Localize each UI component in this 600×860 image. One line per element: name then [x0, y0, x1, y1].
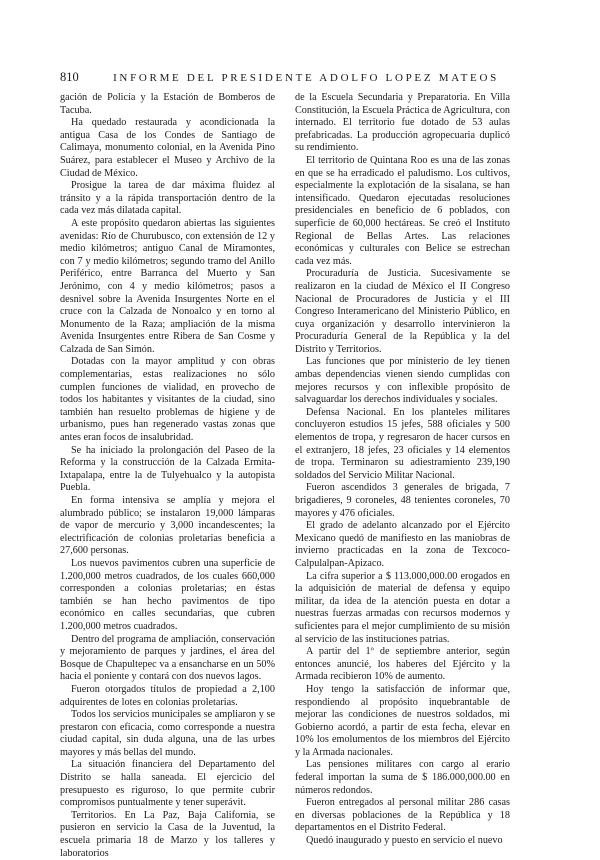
paragraph: gación de Policía y la Estación de Bomberos de Tacuba. [60, 92, 275, 116]
paragraph: Procuraduría de Justicia. Sucesivamente se realizaron en la ciudad de México el II Congreso Nacional de Procuradores de Justicia y el III Congreso Interamericano del Ministerio Público, en cuya organización y desarrollo intervinieron la Procuraduría General de la República y la del Distrito y Territorios. [295, 268, 510, 355]
paragraph: A partir del 1º de septiembre anterior, según entonces anuncié, los haberes del Ejército y la Armada recibieron 10% de aumento. [295, 646, 510, 683]
paragraph: La cifra superior a $ 113.000,000.00 erogados en la adquisición de material de defensa y equipo militar, da idea de la atención puesta en dotar a nuestras fuerzas armadas con recursos modernos y suficientes para el mejor cumplimiento de su misión al servicio de las instituciones patrias. [295, 570, 510, 645]
paragraph: Fueron otorgados títulos de propiedad a 2,100 adquirentes de lotes en colonias proletarias. [60, 683, 275, 708]
paragraph: de la Escuela Secundaria y Preparatoria. En Villa Constitución, la Escuela Práctica de Agricultura, con internado. El territorio fue dotado de 53 aulas prefabricadas. La producción agropecuaria duplicó su rendimiento. [295, 92, 511, 154]
paragraph: El grado de adelanto alcanzado por el Ejército Mexicano quedó de manifiesto en las maniobras de invierno practicadas en la zona de Texcoco-Calpulalpan-Apizaco. [295, 520, 510, 569]
text-columns [60, 92, 510, 860]
page-number: 810 [60, 70, 79, 84]
paragraph: Ha quedado restaurada y acondicionada la antigua Casa de los Condes de Santiago de Calimaya, monumento colonial, en la Avenida Pino Suárez, para establecer el Museo y Archivo de la Ciudad de México. [60, 117, 275, 179]
paragraph: En forma intensiva se amplía y mejora el alumbrado público; se instalaron 19,000 lámparas de vapor de mercurio y 3,000 incandescentes; la electrificación de colonias proletarias beneficia a 27,600 personas. [60, 495, 275, 557]
page-header [60, 70, 510, 90]
paragraph: Fueron ascendidos 3 generales de brigada, 7 brigadieres, 9 coroneles, 48 tenientes coroneles, 70 mayores y 476 oficiales. [295, 482, 510, 519]
paragraph: Territorios. En La Paz, Baja California, se pusieron en servicio la Casa de la Juventud, la escuela primaria 18 de Marzo y los talleres y laboratorios [60, 809, 275, 859]
left-column [60, 92, 275, 860]
paragraph: Se ha iniciado la prolongación del Paseo de la Reforma y la construcción de la Calzada Ermita-Ixtapalapa, entre la de Tulyehualco y la autopista Puebla. [60, 444, 275, 494]
paragraph: Fueron entregados al personal militar 286 casas en diversas poblaciones de la República y 18 departamentos en el Distrito Federal. [295, 797, 510, 834]
paragraph: Las funciones que por ministerio de ley tienen ambas dependencias vienen siendo cumplidas con mejores recursos y con inflexible propósito de salvaguardar los derechos individuales y sociales. [295, 356, 510, 406]
paragraph: Prosigue la tarea de dar máxima fluidez al tránsito y a la rápida transportación dentro de la cada vez más dilatada capital. [60, 180, 275, 217]
paragraph: Quedó inaugurado y puesto en servicio el nuevo [306, 835, 503, 847]
running-head: INFORME DEL PRESIDENTE ADOLFO LOPEZ MATEOS [113, 72, 499, 84]
paragraph: Hoy tengo la satisfacción de informar que, respondiendo al propósito inquebrantable de mejorar las condiciones de nuestros soldados, mi Gobierno acordó, a partir de esta fecha, elevar en 10% los emolumentos de los miembros del Ejército y la Armada nacionales. [295, 683, 510, 758]
paragraph: El territorio de Quintana Roo es una de las zonas en que se ha erradicado el paludismo. Los cultivos, especialmente la explotación de la sisalana, se han intensificado. Quedaron ejecutadas resoluciones presidenciales en beneficio de 6 poblados, con superficie de 60,000 hectáreas. Se creó el Instituto Regional de Bellas Artes. Las relaciones económicas y culturales con Belice se estrechan cada vez más. [295, 154, 510, 267]
paragraph: A este propósito quedaron abiertas las siguientes avenidas: Río de Churubusco, con extensión de 12 y medio kilómetros; antiguo Canal de Miramontes, con 7 y medio kilómetros; segundo tramo del Anillo Periférico, entre Barranca del Muerto y San Jerónimo, con 4 y medio kilómetros; pasos a desnivel sobre la Avenida Insurgentes Norte en el cruce con la Calzada de Nonoalco y en torno al Monumento de la Raza; ampliación de la misma Avenida Insurgentes entre Ribera de San Cosme y Calzada de San Simón. [60, 217, 275, 355]
paragraph: Defensa Nacional. En los planteles militares concluyeron estudios 15 jefes, 588 oficiales y 500 elementos de tropa, y regresaron de hacer cursos en el extranjero, 18 jefes, 23 oficiales y 14 elementos de tropa. Terminaron su adiestramiento 239,190 soldados del Servicio Militar Nacional. [295, 406, 510, 481]
right-column [295, 92, 510, 860]
paragraph: Las pensiones militares con cargo al erario federal importan la suma de $ 186.000,000.00 en números redondos. [295, 759, 510, 796]
paragraph: Los nuevos pavimentos cubren una superficie de 1.200,000 metros cuadrados, de los cuales 660,000 corresponden a colonias proletarias; en éstas también se han hecho pavimentos de tipo económico en calles secundarias, que cubren 1.200,000 metros cuadrados. [60, 557, 275, 632]
paragraph: La situación financiera del Departamento del Distrito se halla saneada. El ejercicio del presupuesto es riguroso, lo que permite cubrir compromisos puntualmente y tener superávit. [60, 759, 275, 809]
paragraph: Todos los servicios municipales se ampliaron y se prestaron con eficacia, como corresponde a nuestra ciudad capital, sin duda alguna, una de las urbes mayores y más bellas del mundo. [60, 709, 275, 758]
paragraph: Dentro del programa de ampliación, conservación y mejoramiento de parques y jardines, el área del Bosque de Chapultepec va a ensancharse en un 50% hacia el poniente y contará con dos nuevos lagos. [60, 633, 275, 683]
paragraph: Dotadas con la mayor amplitud y con obras complementarias, estas realizaciones no sólo cumplen funciones de vialidad, en provecho de todos los habitantes y visitantes de la ciudad, sino también han resuelto problemas de higiene y de urbanismo, pues han regenerado vastas zonas que antes eran focos de insalubridad. [60, 356, 275, 444]
